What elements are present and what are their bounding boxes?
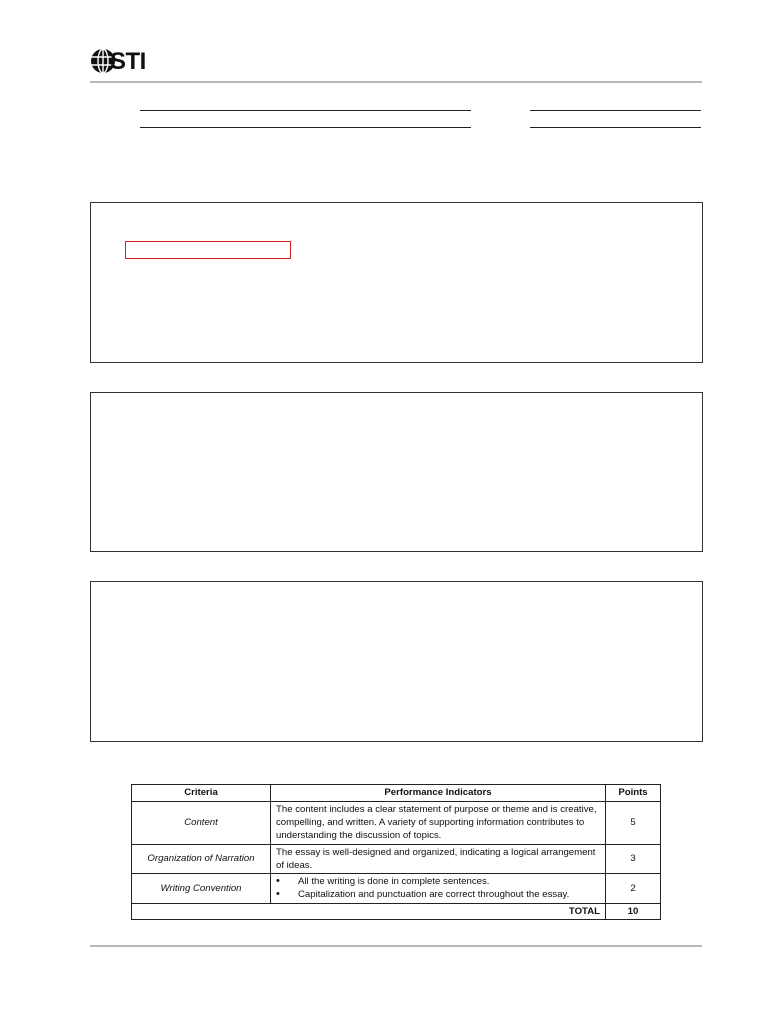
header-divider xyxy=(90,81,702,83)
answer-box-2[interactable] xyxy=(90,392,703,552)
highlight-box xyxy=(125,241,291,259)
name-field-line[interactable] xyxy=(140,110,471,111)
list-item: • Capitalization and punctuation are correct throughout the essay. xyxy=(276,888,600,901)
rubric-table xyxy=(131,784,661,920)
section-field-line[interactable] xyxy=(140,127,471,128)
column-header-criteria: Criteria xyxy=(132,785,271,802)
date-field-line[interactable] xyxy=(530,110,701,111)
criteria-cell: Writing Convention xyxy=(132,874,271,903)
indicator-cell: The content includes a clear statement of purpose or theme and is creative, compelling, and written. A variety of supporting information contributes to understanding the discussion of topics. xyxy=(271,802,606,845)
column-header-points: Points xyxy=(606,785,661,802)
table-row xyxy=(132,874,661,903)
total-label: TOTAL xyxy=(132,903,606,919)
indicator-cell xyxy=(271,874,606,903)
indicator-bullet-list xyxy=(276,875,600,901)
total-row xyxy=(132,903,661,919)
criteria-cell: Content xyxy=(132,802,271,845)
total-value: 10 xyxy=(606,903,661,919)
table-row xyxy=(132,802,661,845)
list-item: • All the writing is done in complete sentences. xyxy=(276,875,600,888)
footer-divider xyxy=(90,945,702,947)
points-cell: 5 xyxy=(606,802,661,845)
indicator-cell: The essay is well-designed and organized, indicating a logical arrangement of ideas. xyxy=(271,844,606,873)
answer-box-1[interactable] xyxy=(90,202,703,363)
score-field-line[interactable] xyxy=(530,127,701,128)
column-header-indicators: Performance Indicators xyxy=(271,785,606,802)
rubric-header-row xyxy=(132,785,661,802)
criteria-cell: Organization of Narration xyxy=(132,844,271,873)
sti-logo xyxy=(90,44,170,78)
answer-box-3[interactable] xyxy=(90,581,703,742)
logo-text: STI xyxy=(110,48,146,75)
table-row xyxy=(132,844,661,873)
points-cell: 3 xyxy=(606,844,661,873)
points-cell: 2 xyxy=(606,874,661,903)
